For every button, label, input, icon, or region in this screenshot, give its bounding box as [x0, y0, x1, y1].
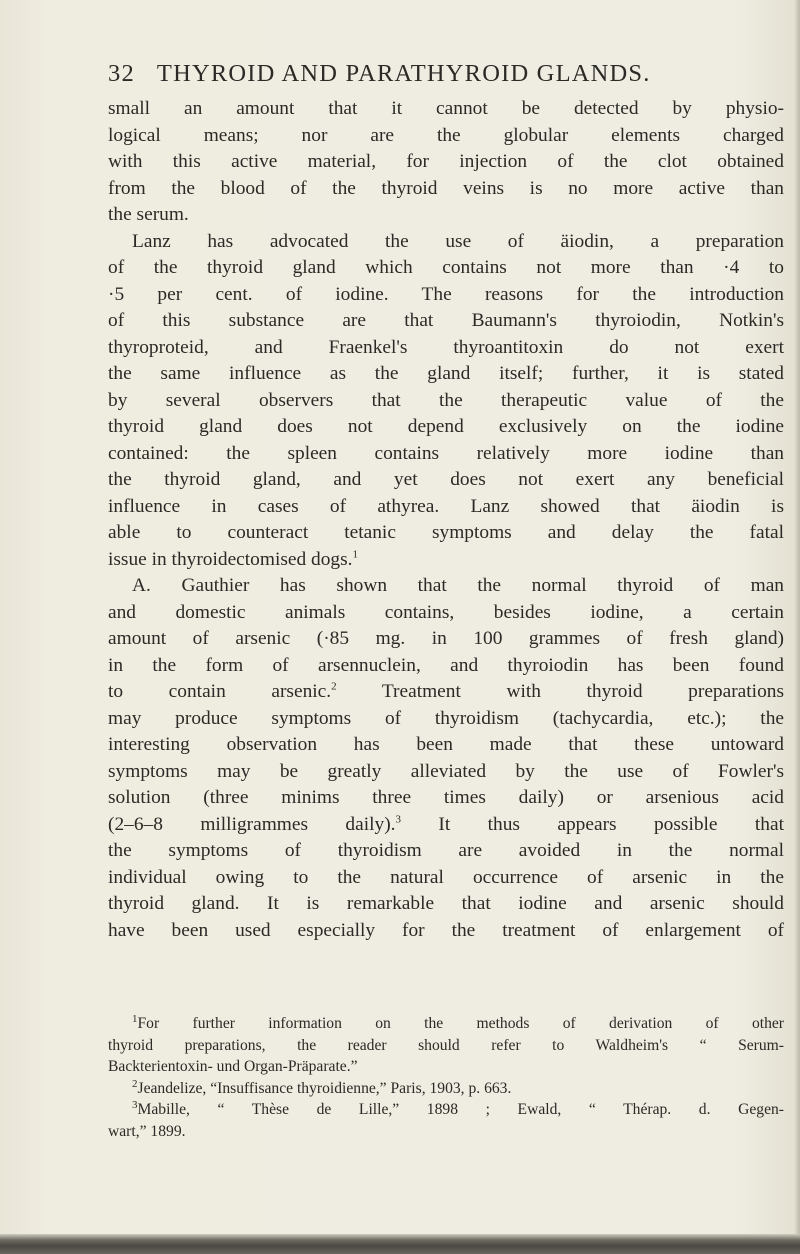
text-segment: Jeandelize, “Insuffisance thyroidienne,” Paris, 1903, p. 663. [137, 1079, 512, 1097]
footnote-line: thyroid preparations, the reader should refer to Waldheim's “ Serum- [108, 1036, 784, 1054]
footnote-marker: 3 [395, 813, 402, 826]
text-line: thyroid gland. It is remarkable that iodine and arsenic should [108, 893, 784, 914]
footnote-line [108, 1078, 784, 1100]
text-line [108, 547, 784, 574]
footnote-number: 3 [132, 1099, 138, 1112]
running-head [108, 60, 758, 88]
text-line: A. Gauthier has shown that the normal thyroid of man [132, 575, 784, 596]
text-line [108, 812, 784, 839]
text-line: contained: the spleen contains relatively more iodine than [108, 442, 784, 464]
page-edge-shadow [794, 0, 800, 1254]
text-line: the symptoms of thyroidism are avoided in the normal [108, 840, 784, 861]
text-segment: issue in thyroidectomised dogs. [108, 548, 353, 570]
text-line: in the form of arsennuclein, and thyroiodin has been found [108, 654, 784, 676]
text-line: solution (three minims three times daily) or arsenious acid [108, 787, 784, 808]
text-line: and domestic animals contains, besides iodine, a certain [108, 601, 784, 623]
footnote-line [108, 1013, 784, 1035]
text-segment: Mabille, “ Thèse de Lille,” 1898 ; Ewald, “ Thérap. d. Gegen- [137, 1101, 784, 1119]
text-line: able to counteract tetanic symptoms and delay the fatal [108, 522, 784, 543]
footnote-line: Backterientoxin- und Organ-Präparate.” [108, 1058, 358, 1076]
text-line: may produce symptoms of thyroidism (tachycardia, etc.); the [108, 707, 784, 729]
page-number: 32 [108, 60, 135, 87]
text-line: logical means; nor are the globular elements charged [108, 124, 784, 146]
text-line: with this active material, for injection of the clot obtained [108, 151, 784, 172]
text-line: by several observers that the therapeutic value of the [108, 389, 784, 411]
body-text [108, 96, 784, 944]
text-line [108, 679, 784, 706]
footnotes [108, 1013, 784, 1143]
footnote-line: wart,” 1899. [108, 1122, 186, 1140]
text-line: the thyroid gland, and yet does not exert any beneficial [108, 469, 784, 490]
footnote-marker: 2 [331, 680, 337, 693]
text-line: interesting observation has been made that these untoward [108, 734, 784, 755]
text-segment: For further information on the methods of derivation of other [137, 1015, 784, 1032]
scan-bottom-edge [0, 1234, 800, 1254]
footnote-line [108, 1099, 784, 1121]
text-line: thyroid gland does not depend exclusively on the iodine [108, 416, 784, 437]
text-line: influence in cases of athyrea. Lanz showed that äiodin is [108, 495, 784, 517]
text-line: thyroproteid, and Fraenkel's thyroantitoxin do not exert [108, 336, 784, 358]
text-segment: Treatment with thyroid preparations [336, 681, 785, 702]
footnote-number: 1 [132, 1012, 138, 1025]
text-line: small an amount that it cannot be detected by physio- [108, 98, 784, 119]
text-line: amount of arsenic (·85 mg. in 100 grammes of fresh gland) [108, 628, 784, 649]
text-line: the serum. [108, 204, 189, 225]
text-line: ·5 per cent. of iodine. The reasons for the introduction [108, 283, 784, 305]
text-line: symptoms may be greatly alleviated by the use of Fowler's [108, 760, 784, 782]
text-line: have been used especially for the treatment of enlargement of [108, 919, 784, 941]
text-line: of this substance are that Baumann's thyroiodin, Notkin's [108, 310, 784, 331]
footnote-marker: 1 [352, 548, 359, 561]
text-segment: (2–6–8 milligrammes daily). [108, 813, 396, 835]
text-segment: to contain arsenic. [108, 681, 332, 702]
text-line: Lanz has advocated the use of äiodin, a preparation [132, 230, 784, 252]
footnote-number: 2 [132, 1077, 138, 1090]
page-title: THYROID AND PARATHYROID GLANDS. [156, 60, 651, 87]
text-line: from the blood of the thyroid veins is no more active than [108, 177, 784, 199]
text-line: the same influence as the gland itself; further, it is stated [108, 363, 784, 384]
text-segment: It thus appears possible that [401, 813, 784, 835]
text-line: of the thyroid gland which contains not more than ·4 to [108, 257, 784, 278]
text-line: individual owing to the natural occurrence of arsenic in the [108, 866, 784, 888]
